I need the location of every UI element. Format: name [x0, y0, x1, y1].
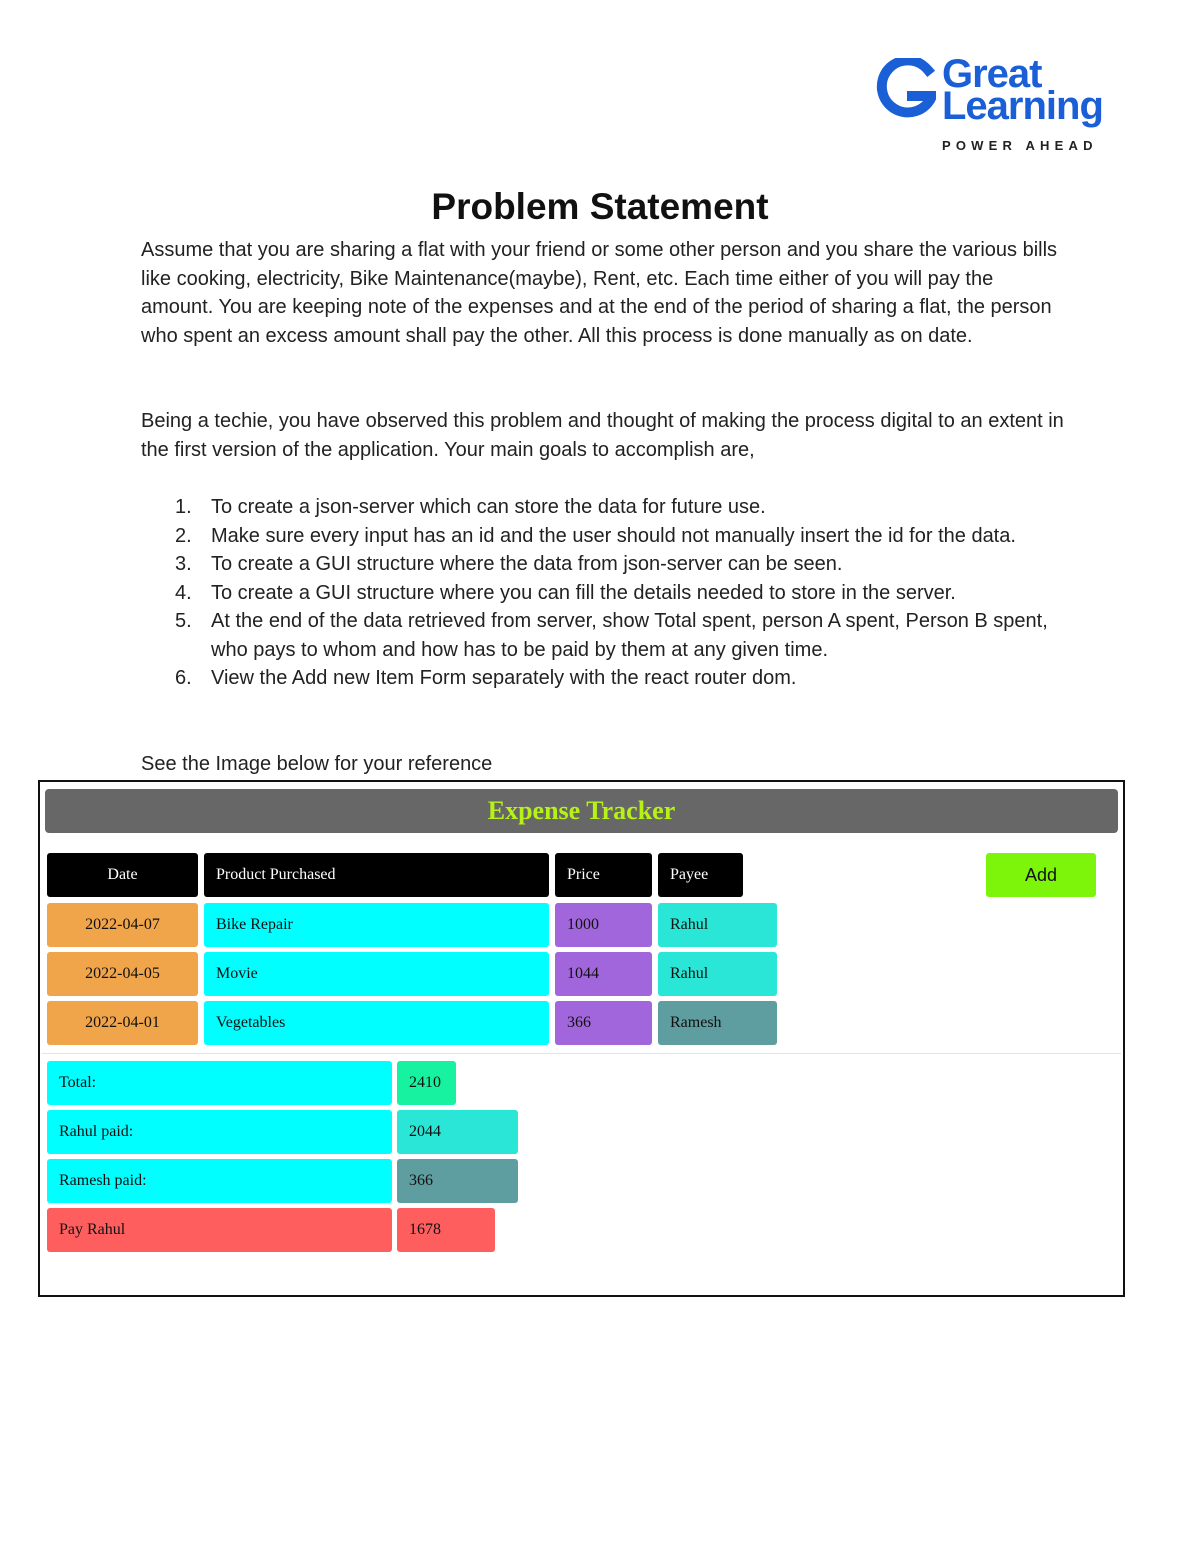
goals-intro-paragraph: Being a techie, you have observed this problem and thought of making the process digital to an extent in the first version of the application. Your main goals to accomplish are,: [141, 410, 1064, 461]
total-value: 2410: [397, 1061, 456, 1105]
ramesh-paid-label: Ramesh paid:: [47, 1159, 392, 1203]
expense-tracker-reference: [38, 780, 1125, 1297]
goals-list: [141, 493, 1071, 693]
row-payee: Ramesh: [658, 1001, 777, 1045]
ramesh-paid-value: 366: [397, 1159, 518, 1203]
goal-item: 4. To create a GUI structure where you can fill the details needed to store in the server.: [175, 581, 956, 604]
row-product: Vegetables: [204, 1001, 549, 1045]
row-product: Movie: [204, 952, 549, 996]
column-header-price: Price: [555, 853, 652, 897]
rahul-paid-label: Rahul paid:: [47, 1110, 392, 1154]
settlement-label: Pay Rahul: [47, 1208, 392, 1252]
column-header-product: Product Purchased: [204, 853, 549, 897]
great-learning-logo: [876, 52, 1116, 156]
goal-item: 6. View the Add new Item Form separately with the react router dom.: [175, 667, 797, 689]
row-payee: Rahul: [658, 903, 777, 947]
add-button[interactable]: Add: [986, 853, 1096, 897]
row-price: 1044: [555, 952, 652, 996]
row-price: 366: [555, 1001, 652, 1045]
intro-paragraph: Assume that you are sharing a flat with your friend or some other person and you share the various bills like cooking, electricity, Bike Maintenance(maybe), Rent, etc. Each time either of you will pay the amount. You are keeping note of the expenses and at the end of the period of sharing a flat, the person who spent an excess amount shall pay the other. All this process is done manually as on date.: [141, 239, 1058, 347]
column-header-date: Date: [47, 853, 198, 897]
goal-item: 3. To create a GUI structure where the data from json-server can be seen.: [175, 553, 843, 575]
row-date: 2022-04-01: [47, 1001, 198, 1045]
logo-text-learning: Learning: [942, 84, 1103, 128]
column-header-payee: Payee: [658, 853, 743, 897]
row-date: 2022-04-07: [47, 903, 198, 947]
row-product: Bike Repair: [204, 903, 549, 947]
summary-divider: [42, 1053, 1121, 1054]
goal-item: 5. At the end of the data retrieved from server, show Total spent, person A spent, Person B spent, who pays to whom and how has to be paid by them at any given time.: [175, 610, 1048, 661]
settlement-value: 1678: [397, 1208, 495, 1252]
goal-item: 1. To create a json-server which can store the data for future use.: [175, 496, 766, 518]
logo-text-great: Great: [942, 52, 1042, 96]
logo-tagline: POWER AHEAD: [942, 138, 1098, 153]
rahul-paid-value: 2044: [397, 1110, 518, 1154]
row-payee: Rahul: [658, 952, 777, 996]
reference-note: See the Image below for your reference: [141, 753, 493, 775]
page-title: Problem Statement: [431, 186, 769, 227]
total-label: Total:: [47, 1061, 392, 1105]
row-date: 2022-04-05: [47, 952, 198, 996]
great-learning-g-icon: [876, 58, 936, 122]
goal-item: 2. Make sure every input has an id and the user should not manually insert the id for the data.: [175, 524, 1016, 547]
row-price: 1000: [555, 903, 652, 947]
app-title-bar: Expense Tracker: [45, 789, 1118, 833]
